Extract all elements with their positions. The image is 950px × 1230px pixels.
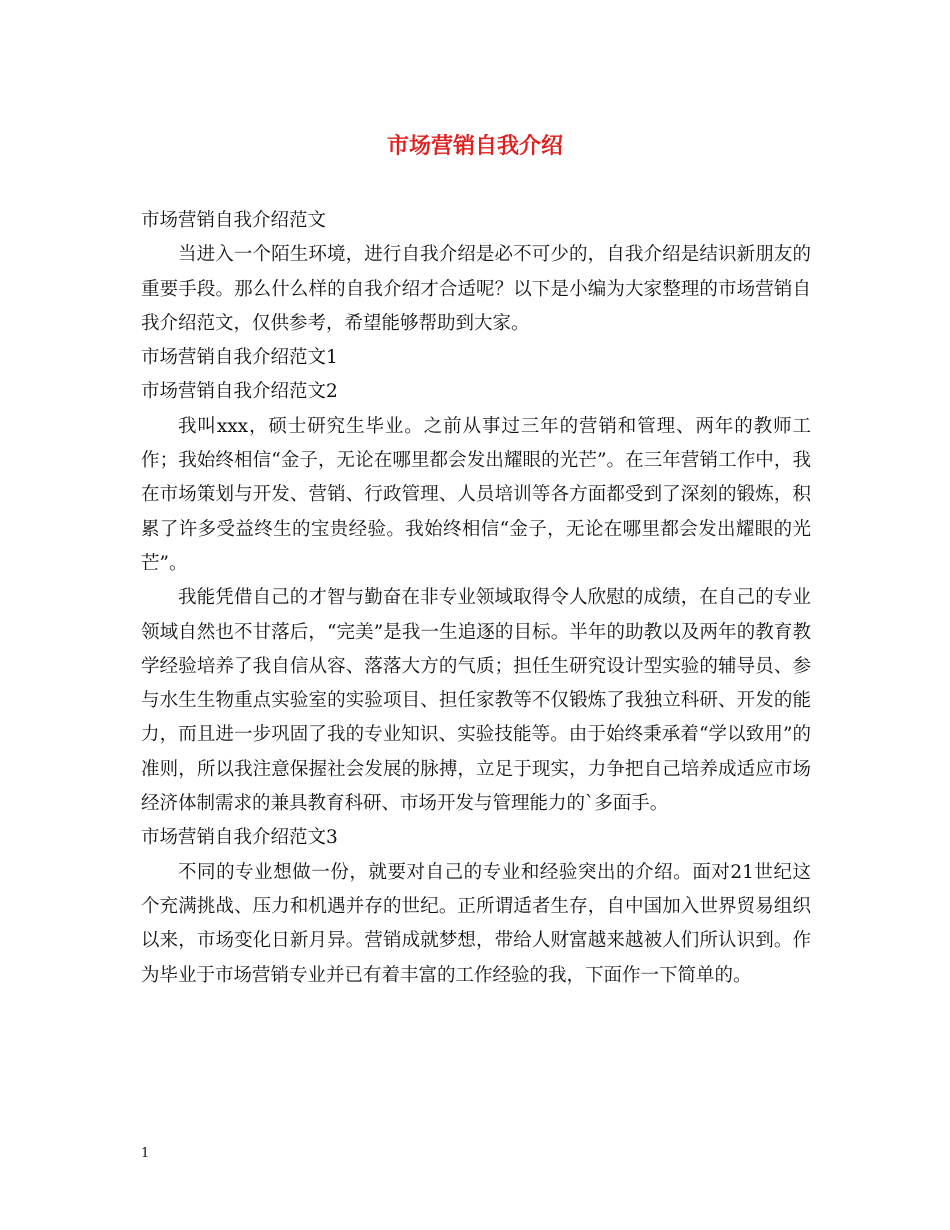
section-heading-intro: 市场营销自我介绍范文 bbox=[141, 210, 327, 231]
paragraph-sample-2-part-2: 我能凭借自己的才智与勤奋在非专业领域取得令人欣慰的成绩，在自己的专业领域自然也不甘落后，“完美”是我一生追逐的目标。半年的助教以及两年的教育教学经验培养了我自信从容、落落大方的气质；担任生研究设计型实验的辅导员、参与水生生物重点实验室的实验项目、担任家教等不仅锻炼了我独立科研、开发的能力，而且进一步巩固了我的专业知识、实验技能等。由于始终秉承着“学以致用”的准则，所以我注意保握社会发展的脉搏，立足于现实，力争把自己培养成适应市场经济体制需求的兼具教育科研、市场开发与管理能力的`多面手。 bbox=[141, 587, 811, 815]
section-heading-sample-1: 市场营销自我介绍范文1 bbox=[141, 347, 338, 369]
document-title: 市场营销自我介绍 bbox=[386, 133, 563, 159]
document-body bbox=[141, 204, 811, 993]
paragraph-sample-3: 不同的专业想做一份，就要对自己的专业和经验突出的介绍。面对21世纪这个充满挑战、压力和机遇并存的世纪。正所谓适者生存，自中国加入世界贸易组织以来，市场变化日新月异。营销成就梦想，带给人财富越来越被人们所认识到。作为毕业于市场营销专业并已有着丰富的工作经验的我，下面作一下简单的。 bbox=[141, 861, 811, 986]
paragraph-sample-2-part-1: 我叫xxx，硕士研究生毕业。之前从事过三年的营销和管理、两年的教师工作；我始终相信“金子，无论在哪里都会发出耀眼的光芒”。在三年营销工作中，我在市场策划与开发、营销、行政管理、人员培训等各方面都受到了深刻的锻炼，积累了许多受益终生的宝贵经验。我始终相信“金子，无论在哪里都会发出耀眼的光芒”。 bbox=[141, 415, 811, 574]
page-number: 1 bbox=[141, 1146, 150, 1161]
paragraph-intro: 当进入一个陌生环境，进行自我介绍是必不可少的，自我介绍是结识新朋友的重要手段。那么什么样的自我介绍才合适呢？以下是小编为大家整理的市场营销自我介绍范文，仅供参考，希望能够帮助到大家。 bbox=[141, 244, 811, 334]
section-heading-sample-2: 市场营销自我介绍范文2 bbox=[141, 381, 338, 403]
section-heading-sample-3: 市场营销自我介绍范文3 bbox=[141, 827, 338, 849]
